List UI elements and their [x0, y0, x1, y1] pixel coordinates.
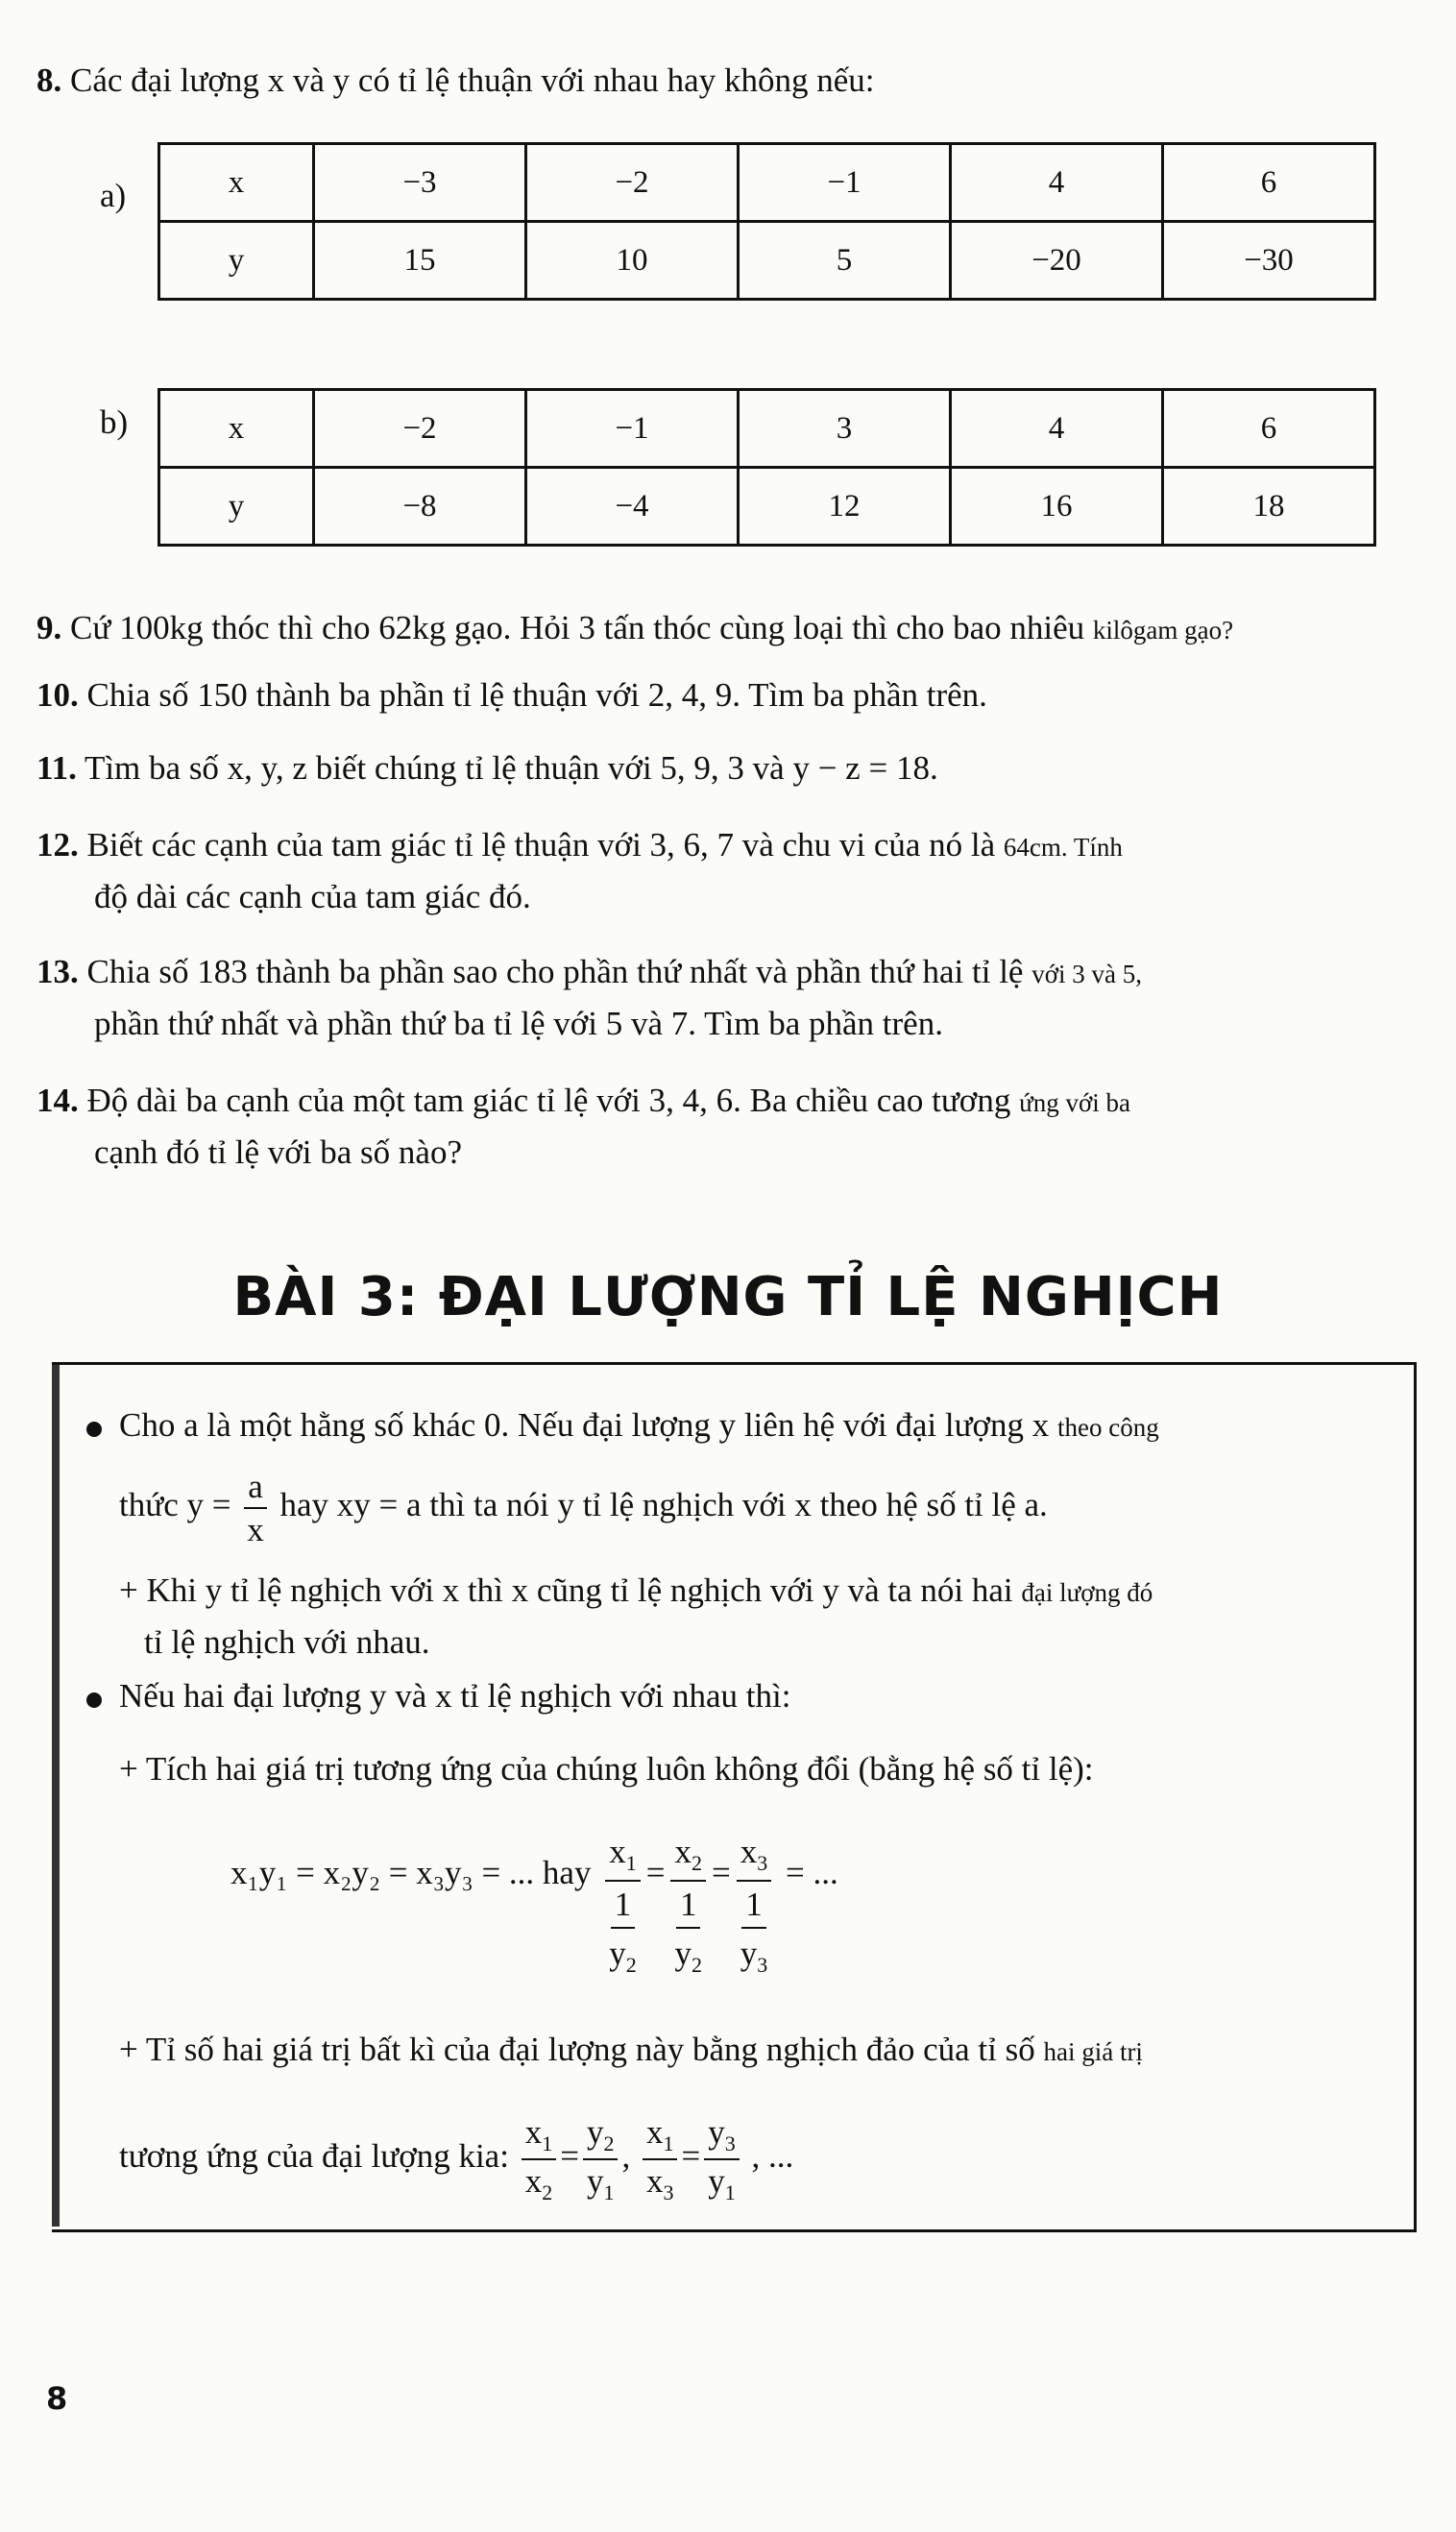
table-cell: 4 [951, 144, 1163, 222]
fraction-denominator: $x_3$ [645, 2162, 674, 2204]
property-product: + Tích hai giá trị tương ứng của chúng luôn không đổi (bằng hệ số tỉ lệ): [119, 1750, 1094, 1788]
bullet-icon [86, 1422, 102, 1437]
question-number: 11. [36, 749, 77, 787]
fraction-numerator: a [244, 1470, 267, 1509]
question-text-tail: với 3 và 5, [1031, 960, 1142, 988]
fraction-numerator: $y_2$ [583, 2115, 619, 2160]
table-cell: −1 [526, 390, 739, 468]
fraction-numerator: $x_1$ [605, 1835, 641, 1882]
table-cell: 6 [1163, 144, 1375, 222]
table-cell: x [159, 144, 314, 222]
question-14 [36, 1080, 1130, 1124]
fraction-denominator: $y_2$ [674, 1935, 702, 1977]
table-cell: −2 [314, 390, 526, 468]
fraction-numerator: $x_3$ [737, 1835, 772, 1882]
table-b [158, 388, 1376, 547]
formula-product [231, 1835, 838, 1976]
fraction-numerator: $x_1$ [522, 2115, 557, 2160]
table-cell: y [159, 222, 314, 300]
table-b-label: b) [100, 403, 129, 441]
definition-line-2 [119, 1470, 1048, 1546]
question-number: 8. [36, 61, 62, 99]
note-text-tail: đại lượng đó [1021, 1578, 1153, 1607]
formula-text: = ... [785, 1854, 838, 1891]
fraction-denominator: $y_1$ [586, 2162, 615, 2204]
question-text: Tìm ba số x, y, z biết chúng tỉ lệ thuận với 5, 9, 3 và y − z = 18. [84, 749, 938, 787]
fraction-numerator: $y_3$ [704, 2115, 740, 2160]
fraction-y2-over-y1 [583, 2115, 619, 2203]
fraction-x1-over-x3 [643, 2115, 678, 2203]
table-row [159, 144, 1375, 222]
question-text: Biết các cạnh của tam giác tỉ lệ thuận với 3, 6, 7 và chu vi của nó là [86, 826, 996, 864]
question-14-line2: cạnh đó tỉ lệ với ba số nào? [94, 1133, 462, 1171]
property-ratio-line-1 [119, 2029, 1143, 2073]
question-number: 10. [36, 676, 79, 714]
fraction-x3-over-1-y3 [737, 1835, 772, 1976]
table-cell: 16 [951, 468, 1163, 546]
table-cell: 12 [739, 468, 951, 546]
definition-line-1 [119, 1404, 1159, 1449]
formula-text: x₁y₁ = x₂y₂ = x₃y₃ = ... hay [231, 1854, 592, 1891]
table-cell: x [159, 390, 314, 468]
table-cell: 4 [951, 390, 1163, 468]
question-8 [36, 60, 874, 102]
section-title: BÀI 3: ĐẠI LƯỢNG TỈ LỆ NGHỊCH [232, 1266, 1224, 1328]
question-number: 14. [36, 1082, 79, 1119]
table-cell: −30 [1163, 222, 1375, 300]
fraction-numerator: $x_2$ [670, 1835, 706, 1882]
fraction-denominator: $y_2$ [609, 1935, 637, 1977]
table-row [159, 468, 1375, 546]
fraction-middle: 1 [741, 1882, 766, 1929]
table-cell: −1 [739, 144, 951, 222]
note-line-2: tỉ lệ nghịch với nhau. [144, 1623, 430, 1661]
question-text-tail: 64cm. Tính [1003, 833, 1123, 862]
table-cell: 10 [526, 222, 739, 300]
question-text: Các đại lượng x và y có tỉ lệ thuận với nhau hay không nếu: [70, 61, 875, 99]
question-9 [36, 607, 1233, 651]
question-12 [36, 824, 1123, 868]
question-12-line2: độ dài các cạnh của tam giác đó. [94, 878, 531, 915]
table-cell: −2 [526, 144, 739, 222]
fraction-numerator: $x_1$ [643, 2115, 678, 2160]
fraction-denominator: $y_1$ [708, 2162, 736, 2204]
property-ratio-line-2: tương ứng của đại lượng kia: $\frac{x_1}{x_2}$ = $\frac{y_2}{y_1}$ , $\frac{x_1}{x_3}$ = $\frac{y_3}{y_1}$ , ... [119, 2113, 794, 2204]
equals-sign: = [711, 1854, 731, 1891]
page-number: 8 [46, 2380, 68, 2417]
fraction-denominator: $x_2$ [524, 2162, 553, 2204]
fraction-x2-over-1-y2 [670, 1835, 706, 1976]
table-cell: −3 [314, 144, 526, 222]
table-cell: −8 [314, 468, 526, 546]
fraction-y3-over-y1 [704, 2115, 740, 2203]
table-cell: 3 [739, 390, 951, 468]
question-11 [36, 747, 938, 790]
property-text-tail: hai giá trị [1043, 2037, 1143, 2066]
bullet-icon [86, 1692, 102, 1708]
fraction-middle: 1 [611, 1882, 636, 1929]
definition-text-tail: theo công [1057, 1413, 1159, 1442]
question-text-tail: kilôgam gạo? [1092, 616, 1234, 645]
property-text: tương ứng của đại lượng kia: [119, 2137, 509, 2176]
question-number: 9. [36, 609, 62, 646]
property-heading: Nếu hai đại lượng y và x tỉ lệ nghịch với nhau thì: [119, 1677, 791, 1715]
property-text: + Tỉ số hai giá trị bất kì của đại lượng này bằng nghịch đảo của tỉ số [119, 2031, 1035, 2068]
definition-text: thức y = [119, 1486, 231, 1524]
question-text: Cứ 100kg thóc thì cho 62kg gạo. Hỏi 3 tấn thóc cùng loại thì cho bao nhiêu [70, 609, 1085, 646]
fraction-denominator: x [247, 1511, 264, 1548]
table-row [159, 222, 1375, 300]
fraction-middle: 1 [676, 1882, 701, 1929]
question-number: 13. [36, 953, 79, 990]
fraction-x1-over-1-y2 [605, 1835, 641, 1976]
fraction-a-over-x [243, 1470, 268, 1546]
table-cell: 15 [314, 222, 526, 300]
question-10 [36, 674, 987, 717]
question-number: 12. [36, 826, 79, 864]
equals-sign: = [645, 1854, 666, 1891]
definition-text: Cho a là một hằng số khác 0. Nếu đại lượng y liên hệ với đại lượng x [119, 1406, 1050, 1444]
definition-text: hay xy = a thì ta nói y tỉ lệ nghịch với x theo hệ số tỉ lệ a. [279, 1486, 1048, 1524]
question-13-line2: phần thứ nhất và phần thứ ba tỉ lệ với 5 và 7. Tìm ba phần trên. [94, 1005, 943, 1042]
note-line-1 [119, 1570, 1153, 1614]
question-13 [36, 951, 1142, 995]
table-cell: −4 [526, 468, 739, 546]
note-text: + Khi y tỉ lệ nghịch với x thì x cũng tỉ lệ nghịch với y và ta nói hai [119, 1571, 1013, 1609]
table-cell: 6 [1163, 390, 1375, 468]
table-cell: 18 [1163, 468, 1375, 546]
table-cell: 5 [739, 222, 951, 300]
table-a [158, 142, 1376, 301]
question-text: Chia số 150 thành ba phần tỉ lệ thuận với 2, 4, 9. Tìm ba phần trên. [86, 676, 987, 714]
question-text-tail: ứng với ba [1019, 1088, 1130, 1117]
question-text: Chia số 183 thành ba phần sao cho phần thứ nhất và phần thứ hai tỉ lệ [86, 953, 1024, 990]
table-cell: y [159, 468, 314, 546]
fraction-x1-over-x2 [522, 2115, 557, 2203]
table-row [159, 390, 1375, 468]
table-a-label: a) [100, 177, 127, 214]
fraction-denominator: $y_3$ [740, 1935, 768, 1977]
question-text: Độ dài ba cạnh của một tam giác tỉ lệ với 3, 4, 6. Ba chiều cao tương [86, 1082, 1011, 1119]
table-cell: −20 [951, 222, 1163, 300]
formula-text: , ... [751, 2137, 794, 2176]
